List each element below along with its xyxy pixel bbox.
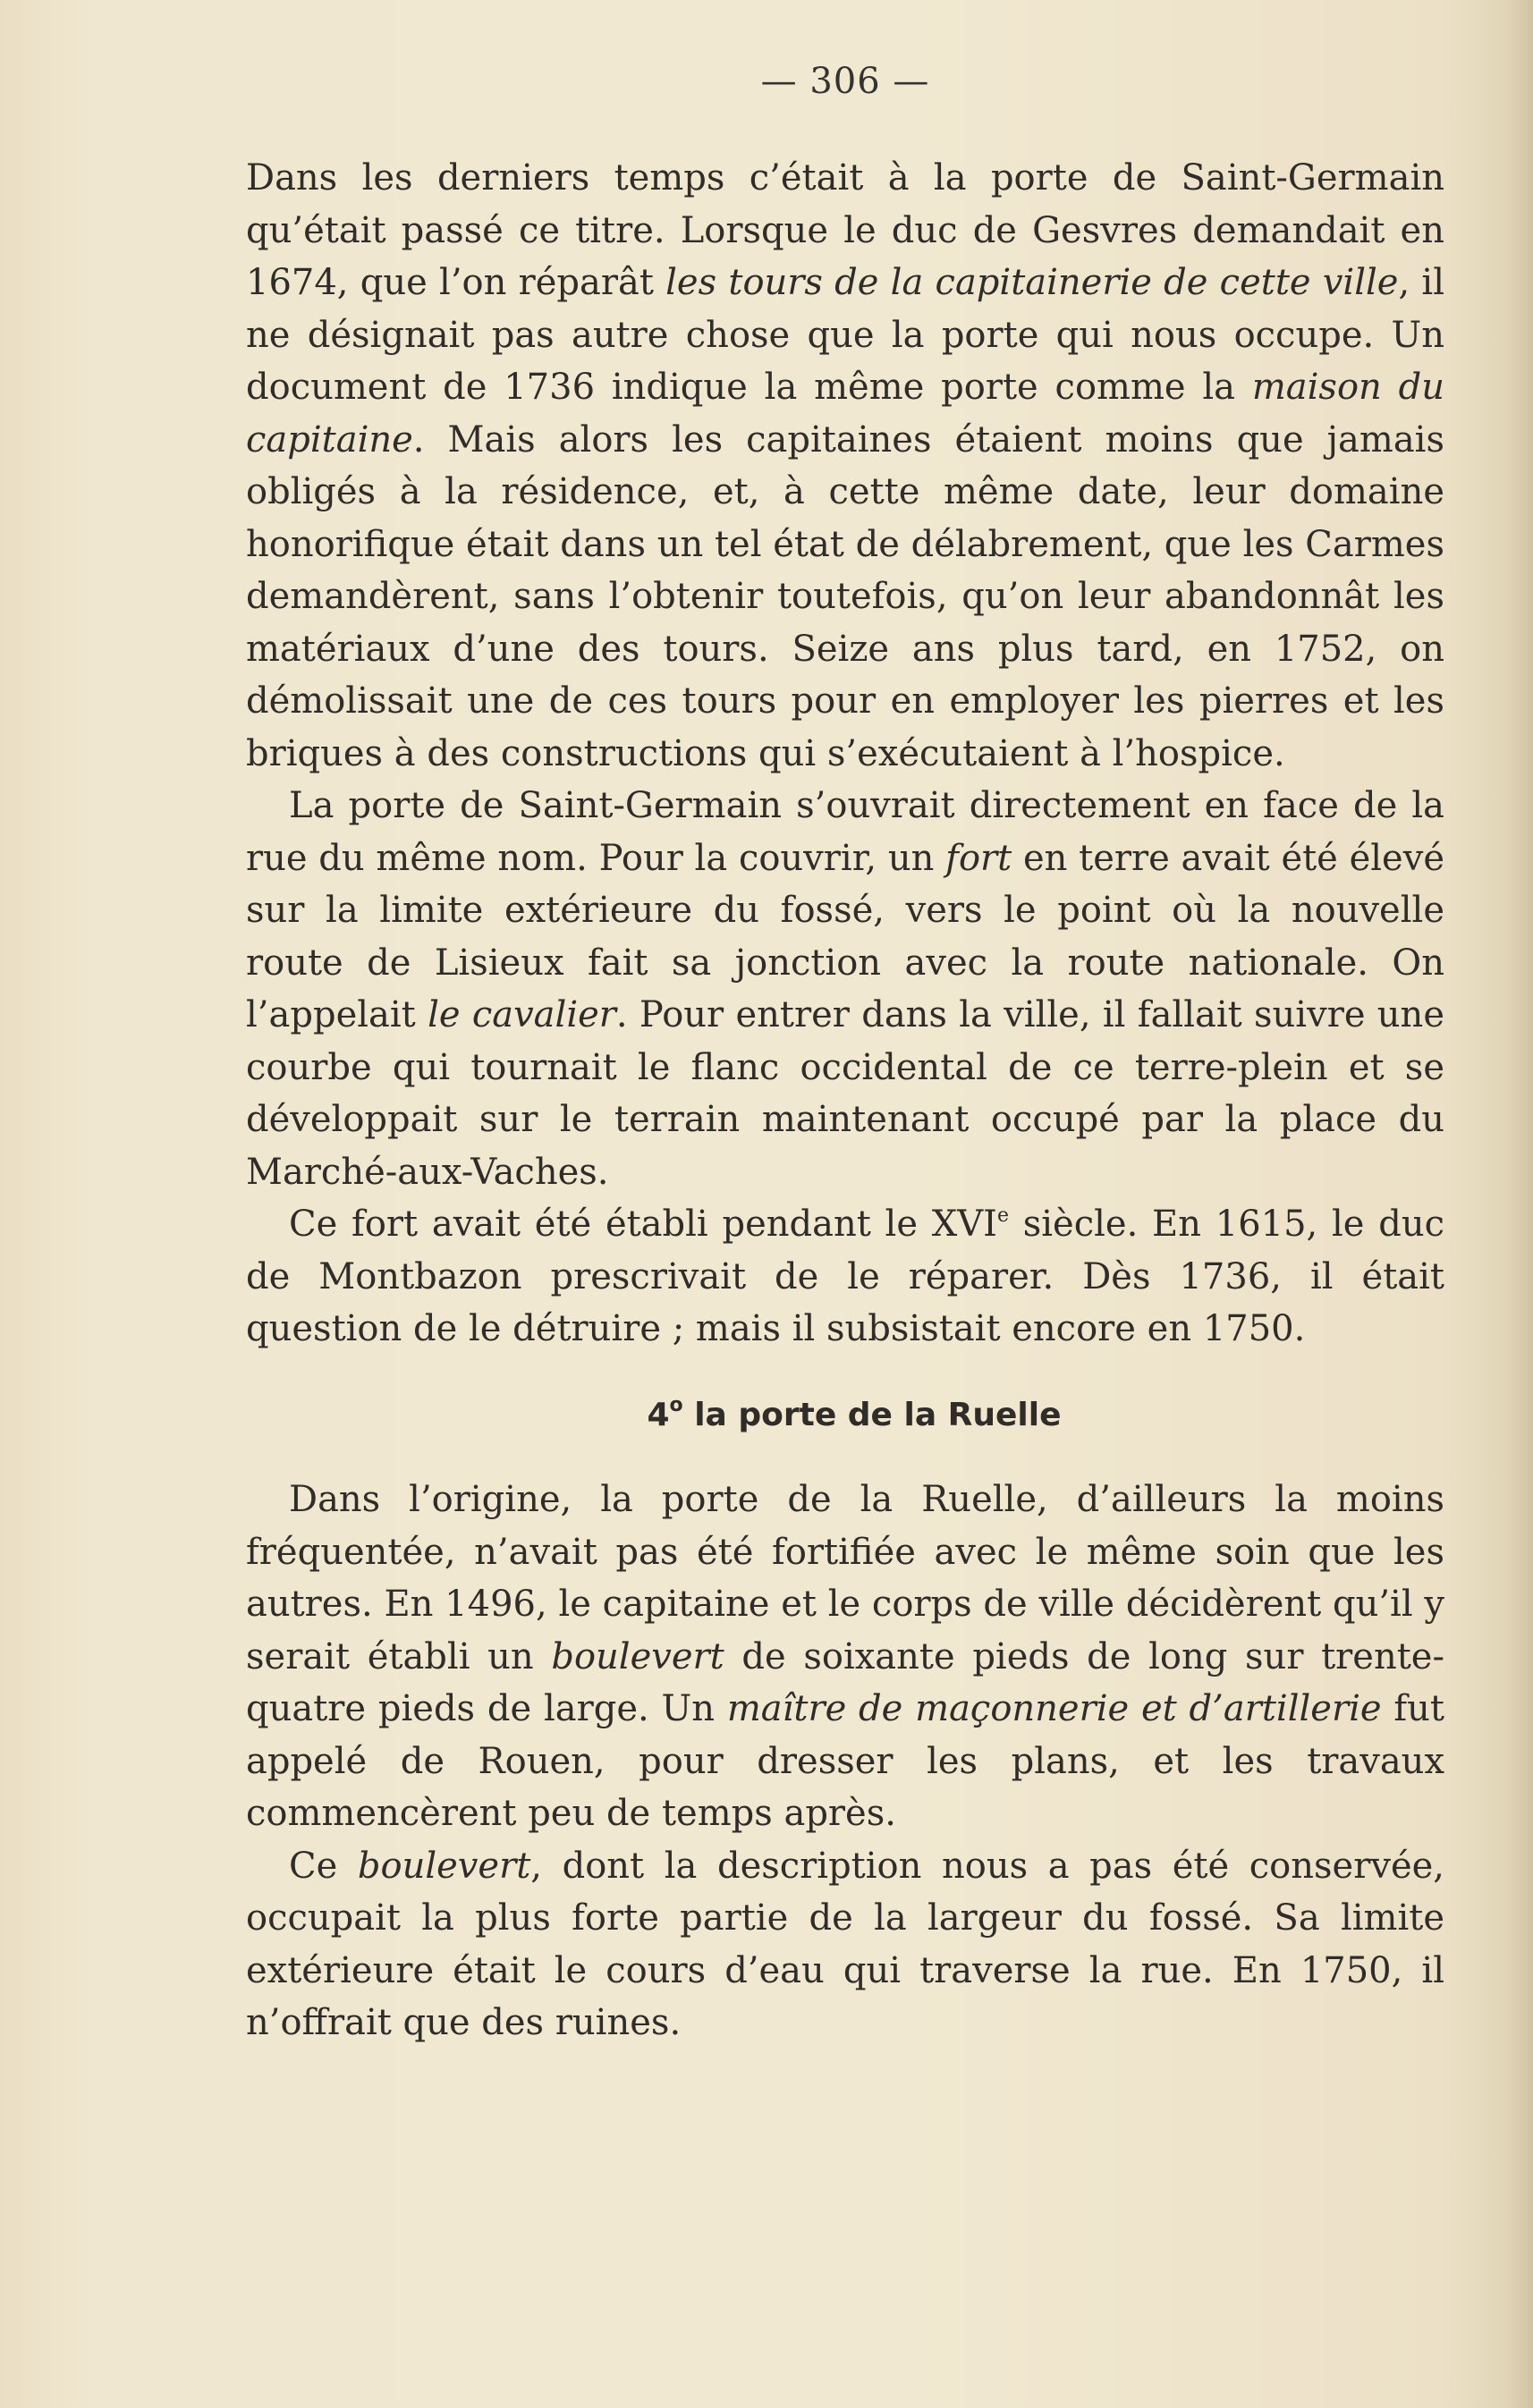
paragraph-1-text-1: Dans les derniers temps c’était à la porte de Saint-Germain qu’était passé ce titre. Lorsque le duc de Gesvres demandait en 1674, que l’on réparât: [246, 157, 1444, 303]
paragraph-1: [246, 152, 1444, 780]
paragraph-2-text-3: . Pour entrer dans la ville, il fallait suivre une courbe qui tournait le flanc occidental de ce terre-plein et se développait sur le terrain maintenant occupé par la place du Marché-aux-Vaches.: [246, 994, 1444, 1193]
section-heading-text: la porte de la Ruelle: [682, 1396, 1062, 1433]
paragraph-5-text-2: , dont la description nous a pas été conservée, occupait la plus forte partie de la largeur du fossé. Sa limite extérieure était le cours d’eau qui traverse la rue. En 1750, il n’offrait que des ruines.: [246, 1845, 1445, 2043]
paragraph-3-superscript: e: [996, 1204, 1009, 1227]
paragraph-4-text-3: fut appelé de Rouen, pour dresser les plans, et les travaux commencèrent peu de temps après.: [246, 1688, 1444, 1834]
paragraph-3-text-1: Ce fort avait été établi pendant le XVI: [289, 1204, 997, 1245]
paragraph-4-text-1: Dans l’origine, la porte de la Ruelle, d’ailleurs la moins fréquentée, n’avait pas été fortifiée avec le même soin que les autres. En 1496, le capitaine et le corps de ville décidèrent qu’il y serait établi un: [246, 1479, 1444, 1677]
paragraph-1-italic-1: les tours de la capitainerie de cette ville: [665, 262, 1399, 303]
paragraph-5-italic-1: boulevert: [357, 1845, 531, 1887]
paragraph-2-italic-1: fort: [945, 837, 1012, 879]
paragraph-1-text-3: . Mais alors les capitaines étaient moins que jamais obligés à la résidence, et, à cette même date, leur domaine honorifique était dans un tel état de délabrement, que les Carmes demandèrent, sans l’obtenir toutefois, qu’on leur abandonnât les matériaux d’une des tours. Seize ans plus tard, en 1752, on démolissait une de ces tours pour en employer les pierres et les briques à des constructions qui s’exécutaient à l’hospice.: [246, 418, 1444, 774]
section-heading: [246, 1390, 1444, 1442]
section-heading-superscript: o: [669, 1393, 683, 1416]
paragraph-3-text-2: siècle. En 1615, le duc de Montbazon prescrivait de le réparer. Dès 1736, il était question de le détruire ; mais il subsistait encore en 1750.: [246, 1204, 1444, 1349]
section-heading-number: 4: [647, 1396, 670, 1433]
paragraph-5-text-1: Ce: [289, 1845, 358, 1887]
page-number: — 306 —: [760, 61, 930, 102]
paragraph-2: [246, 780, 1444, 1198]
paragraph-4-italic-1: boulevert: [551, 1635, 724, 1677]
paragraph-1-italic-2: maison du capitaine: [246, 367, 1444, 460]
paragraph-4-italic-2: maître de maçonnerie et d’artillerie: [726, 1688, 1382, 1729]
paragraph-2-text-1: La porte de Saint-Germain s’ouvrait directement en face de la rue du même nom. Pour la couvrir, un: [246, 785, 1444, 879]
page-edge-shadow: [1506, 0, 1533, 2408]
paragraph-4: [246, 1474, 1444, 1840]
paragraph-2-text-2: en terre avait été élevé sur la limite extérieure du fossé, vers le point où la nouvelle route de Lisieux fait sa jonction avec la route nationale. On l’appelait: [246, 837, 1445, 1035]
paragraph-4-text-2: de soixante pieds de long sur trente-quatre pieds de large. Un: [246, 1635, 1444, 1729]
paragraph-3: [246, 1198, 1444, 1356]
paragraph-1-text-2: , il ne désignait pas autre chose que la porte qui nous occupe. Un document de 1736 indique la même porte comme la: [246, 262, 1445, 408]
paragraph-2-italic-2: le cavalier: [428, 994, 616, 1035]
paragraph-5: [246, 1840, 1444, 2049]
body-text: [246, 152, 1444, 2049]
